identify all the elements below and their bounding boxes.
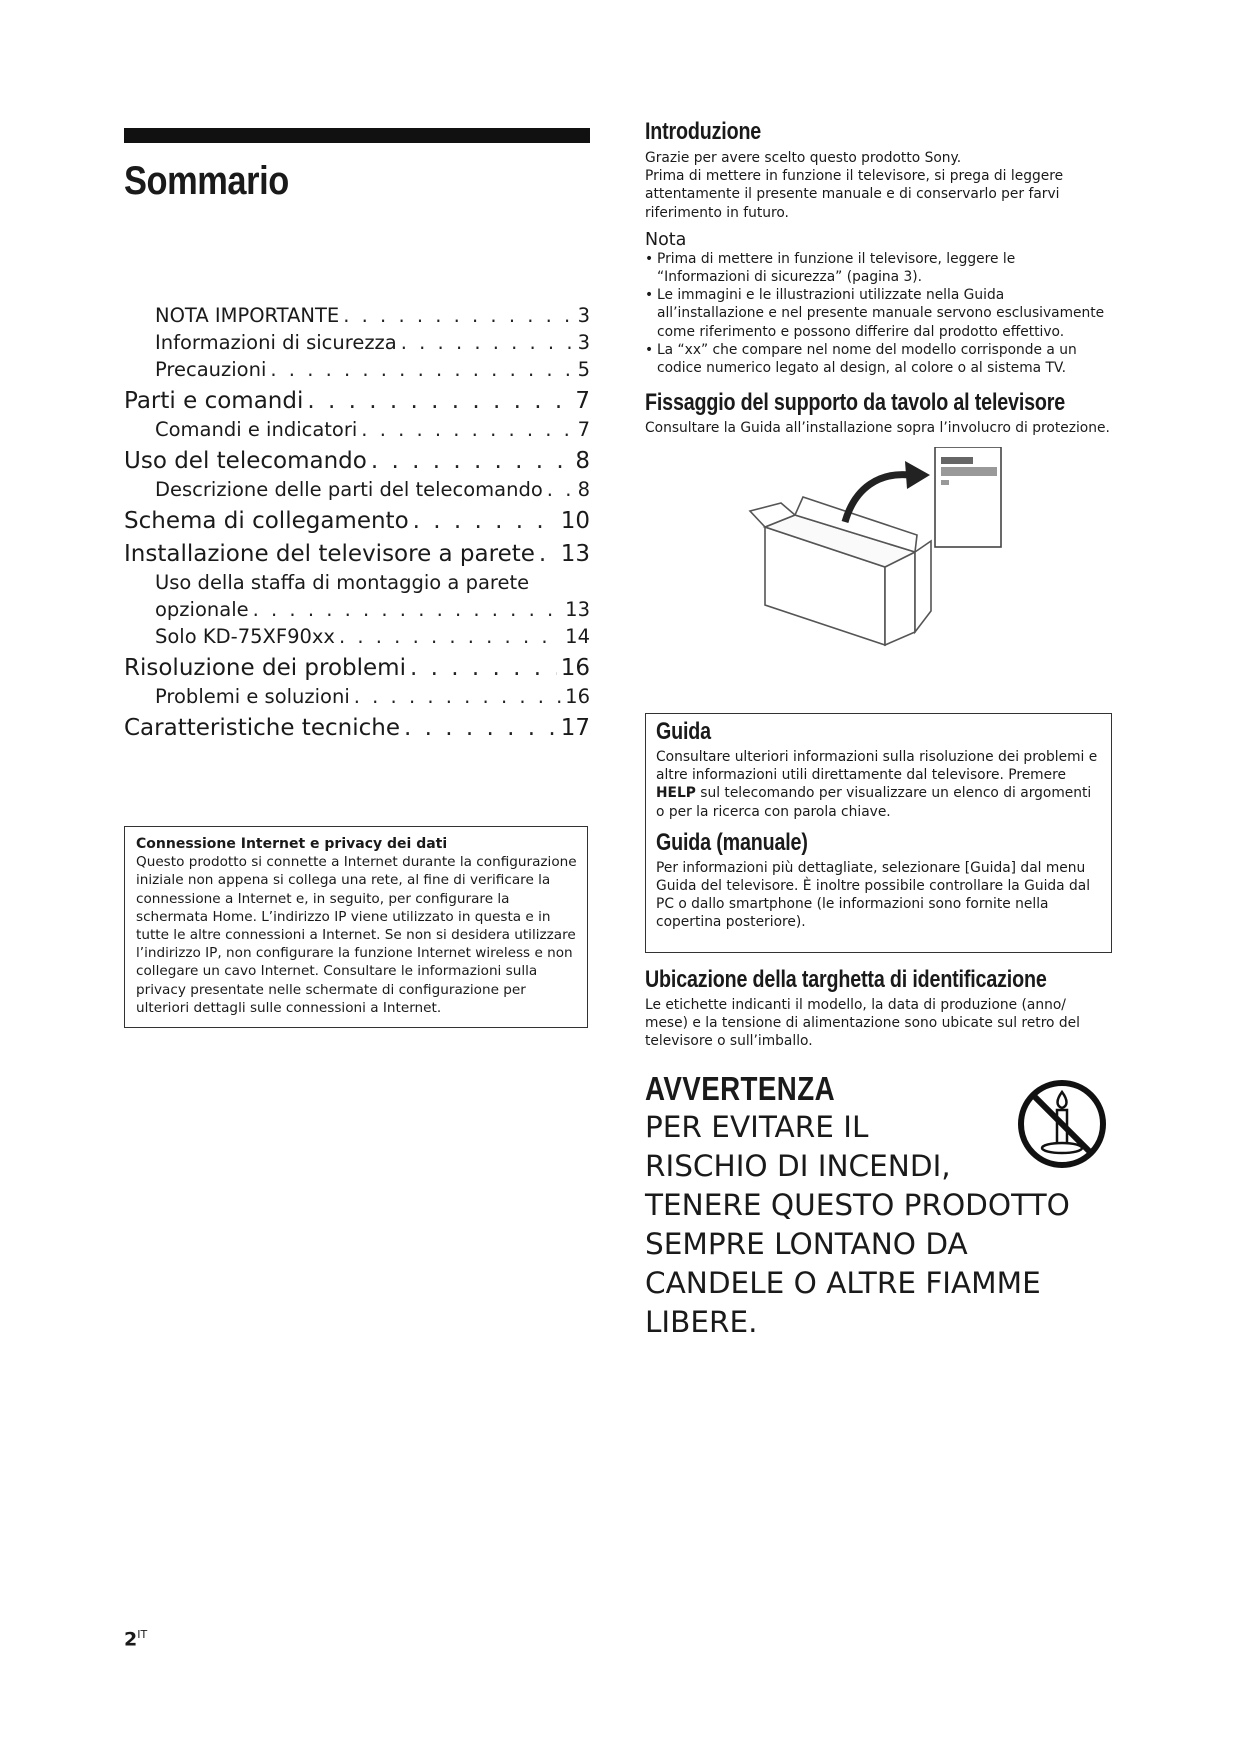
toc-page-number: 16 bbox=[565, 685, 590, 708]
toc-page-number: 3 bbox=[577, 331, 590, 354]
no-candle-icon bbox=[1016, 1078, 1108, 1170]
nota-item: • La “xx” che compare nel nome del modello corrisponde a un codice numerico legato al design, al colore o al sistema TV. bbox=[645, 341, 1112, 377]
toc-entry-title: Caratteristiche tecniche bbox=[124, 715, 400, 741]
toc-entry-title: Uso del telecomando bbox=[124, 448, 367, 474]
warning-line: RISCHIO DI INCENDI, bbox=[645, 1149, 951, 1183]
warning-title: AVVERTENZA bbox=[645, 1070, 836, 1107]
toc-entry bbox=[124, 598, 590, 625]
warning-line: SEMPRE LONTANO DA bbox=[645, 1227, 968, 1261]
page-title: Sommario bbox=[124, 159, 289, 203]
toc-entry bbox=[124, 508, 590, 538]
toc-entry bbox=[124, 418, 590, 445]
intro-p2: Prima di mettere in funzione il televisore, si prega di leggere attentamente il presente manuale e di conservarlo per farvi riferimento in futuro. bbox=[645, 168, 1064, 221]
manuale-title: Guida (manuale) bbox=[656, 828, 808, 856]
toc-entry-title: Parti e comandi bbox=[124, 388, 304, 414]
toc-entry bbox=[124, 541, 590, 571]
nota-item: • Prima di mettere in funzione il televisore, leggere le “Informazioni di sicurezza” (pagina 3). bbox=[645, 250, 1112, 286]
privacy-body: Questo prodotto si connette a Internet durante la configurazione iniziale non appena si collega una rete, al fine di verificare la connessione a Internet e, in seguito, per configurare la schermata Home. L’indirizzo IP viene utilizzato in questa e in tutte le altre connessioni a Internet. Se non si desidera utilizzare l’indirizzo IP, non configurare la funzione Internet wireless e non collegare un cavo Internet. Consultare le informazioni sulla privacy presentate nelle schermate di configurazione per ulteriori dettagli sulle connessioni a Internet. bbox=[136, 854, 577, 1016]
warning-line: LIBERE. bbox=[645, 1305, 758, 1339]
toc-leader bbox=[270, 358, 573, 381]
page-lang: IT bbox=[137, 1628, 148, 1641]
toc-page-number: 7 bbox=[577, 418, 590, 441]
toc-entry-title: Risoluzione dei problemi bbox=[124, 655, 406, 681]
toc-leader bbox=[361, 418, 573, 441]
toc-page-number: 7 bbox=[575, 388, 590, 414]
toc-page-number: 13 bbox=[560, 541, 590, 567]
toc-entry-title: Solo KD-75XF90xx bbox=[155, 625, 335, 648]
left-column bbox=[124, 128, 590, 1016]
warning-line: CANDELE O ALTRE FIAMME bbox=[645, 1266, 1041, 1300]
targhetta-body: Le etichette indicanti il modello, la data di produzione (anno/ mese) e la tensione di alimentazione sono ubicate sul retro del televisore o sull’imballo. bbox=[645, 997, 1080, 1050]
toc-entry bbox=[124, 655, 590, 685]
toc-leader bbox=[547, 478, 574, 501]
manuale-body: Per informazioni più dettagliate, selezionare [Guida] dal menu Guida del televisore. È inoltre possibile controllare la Guida dal PC o dallo smartphone (le informazioni sono fornite nella copertina posteriore). bbox=[656, 859, 1091, 931]
toc-page-number: 10 bbox=[560, 508, 590, 534]
toc-leader bbox=[253, 598, 562, 621]
toc-entry bbox=[124, 685, 590, 712]
toc-entry bbox=[124, 358, 590, 385]
toc-entry bbox=[124, 388, 590, 418]
toc-entry-title: Uso della staffa di montaggio a parete bbox=[155, 571, 530, 594]
toc-entry bbox=[124, 625, 590, 652]
guida-title: Guida bbox=[656, 718, 711, 745]
title-rule bbox=[124, 128, 590, 143]
toc-leader bbox=[371, 448, 572, 474]
privacy-heading: Connessione Internet e privacy dei dati bbox=[136, 836, 448, 852]
toc-entry bbox=[124, 304, 590, 331]
toc-leader bbox=[410, 655, 557, 681]
warning-line: PER EVITARE IL bbox=[645, 1110, 869, 1144]
warning-line: TENERE QUESTO PRODOTTO bbox=[645, 1188, 1070, 1222]
nota-item: • Le immagini e le illustrazioni utilizzate nella Guida all’installazione e nel presente manuale servono esclusivamente come riferimento e possono differire dal prodotto effettivo. bbox=[645, 286, 1112, 341]
toc-entry bbox=[124, 331, 590, 358]
toc-page-number: 8 bbox=[577, 478, 590, 501]
toc-page-number: 17 bbox=[560, 715, 590, 741]
intro-p1: Grazie per avere scelto questo prodotto Sony. bbox=[645, 150, 962, 166]
toc-leader bbox=[413, 508, 557, 534]
toc-leader bbox=[539, 541, 557, 567]
toc-leader bbox=[343, 304, 573, 327]
stand-body: Consultare la Guida all’installazione sopra l’involucro di protezione. bbox=[645, 420, 1110, 437]
toc-leader bbox=[401, 331, 574, 354]
nota-title: Nota bbox=[645, 229, 687, 250]
page-number-value: 2 bbox=[124, 1628, 138, 1651]
toc-page-number: 8 bbox=[575, 448, 590, 474]
toc-leader bbox=[404, 715, 557, 741]
guida-body-post: sul telecomando per visualizzare un elenco di argomenti o per la ricerca con parola chiave. bbox=[656, 785, 1092, 820]
toc-entry bbox=[124, 478, 590, 505]
help-key: HELP bbox=[656, 785, 696, 802]
toc-entry-title: opzionale bbox=[155, 598, 249, 621]
toc-entry-title: Installazione del televisore a parete bbox=[124, 541, 535, 567]
page-number bbox=[124, 1628, 147, 1650]
guida-body bbox=[656, 748, 1099, 821]
toc-leader bbox=[307, 388, 571, 414]
stand-title: Fissaggio del supporto da tavolo al televisore bbox=[645, 389, 1066, 417]
toc-entry bbox=[124, 571, 590, 598]
toc-leader bbox=[354, 685, 561, 708]
targhetta-title: Ubicazione della targhetta di identificazione bbox=[645, 966, 1047, 993]
toc-page-number: 5 bbox=[577, 358, 590, 381]
toc-entry-title: NOTA IMPORTANTE bbox=[155, 304, 340, 327]
intro-title: Introduzione bbox=[645, 118, 762, 145]
label-section bbox=[645, 966, 1112, 1051]
toc-entry bbox=[124, 448, 590, 478]
toc-entry-title: Informazioni di sicurezza bbox=[155, 331, 397, 354]
toc-page-number: 14 bbox=[565, 625, 590, 648]
toc-page-number: 16 bbox=[560, 655, 590, 681]
toc-entry bbox=[124, 715, 590, 745]
toc-page-number: 3 bbox=[577, 304, 590, 327]
toc-entry-title: Descrizione delle parti del telecomando bbox=[155, 478, 543, 501]
guida-body-pre: Consultare ulteriori informazioni sulla risoluzione dei problemi e altre informazioni utili direttamente dal televisore. Premere bbox=[656, 749, 1098, 784]
toc-entry-title: Problemi e soluzioni bbox=[155, 685, 350, 708]
toc-leader bbox=[339, 625, 561, 648]
table-of-contents bbox=[124, 304, 590, 745]
nota-list bbox=[645, 250, 1112, 377]
toc-page-number: 13 bbox=[565, 598, 590, 621]
toc-entry-title: Precauzioni bbox=[155, 358, 267, 381]
help-box bbox=[645, 713, 1112, 953]
installation-guide-illustration bbox=[745, 447, 1005, 647]
toc-entry-title: Schema di collegamento bbox=[124, 508, 409, 534]
toc-entry-title: Comandi e indicatori bbox=[155, 418, 358, 441]
right-column bbox=[645, 118, 1112, 647]
privacy-box bbox=[124, 826, 588, 1028]
